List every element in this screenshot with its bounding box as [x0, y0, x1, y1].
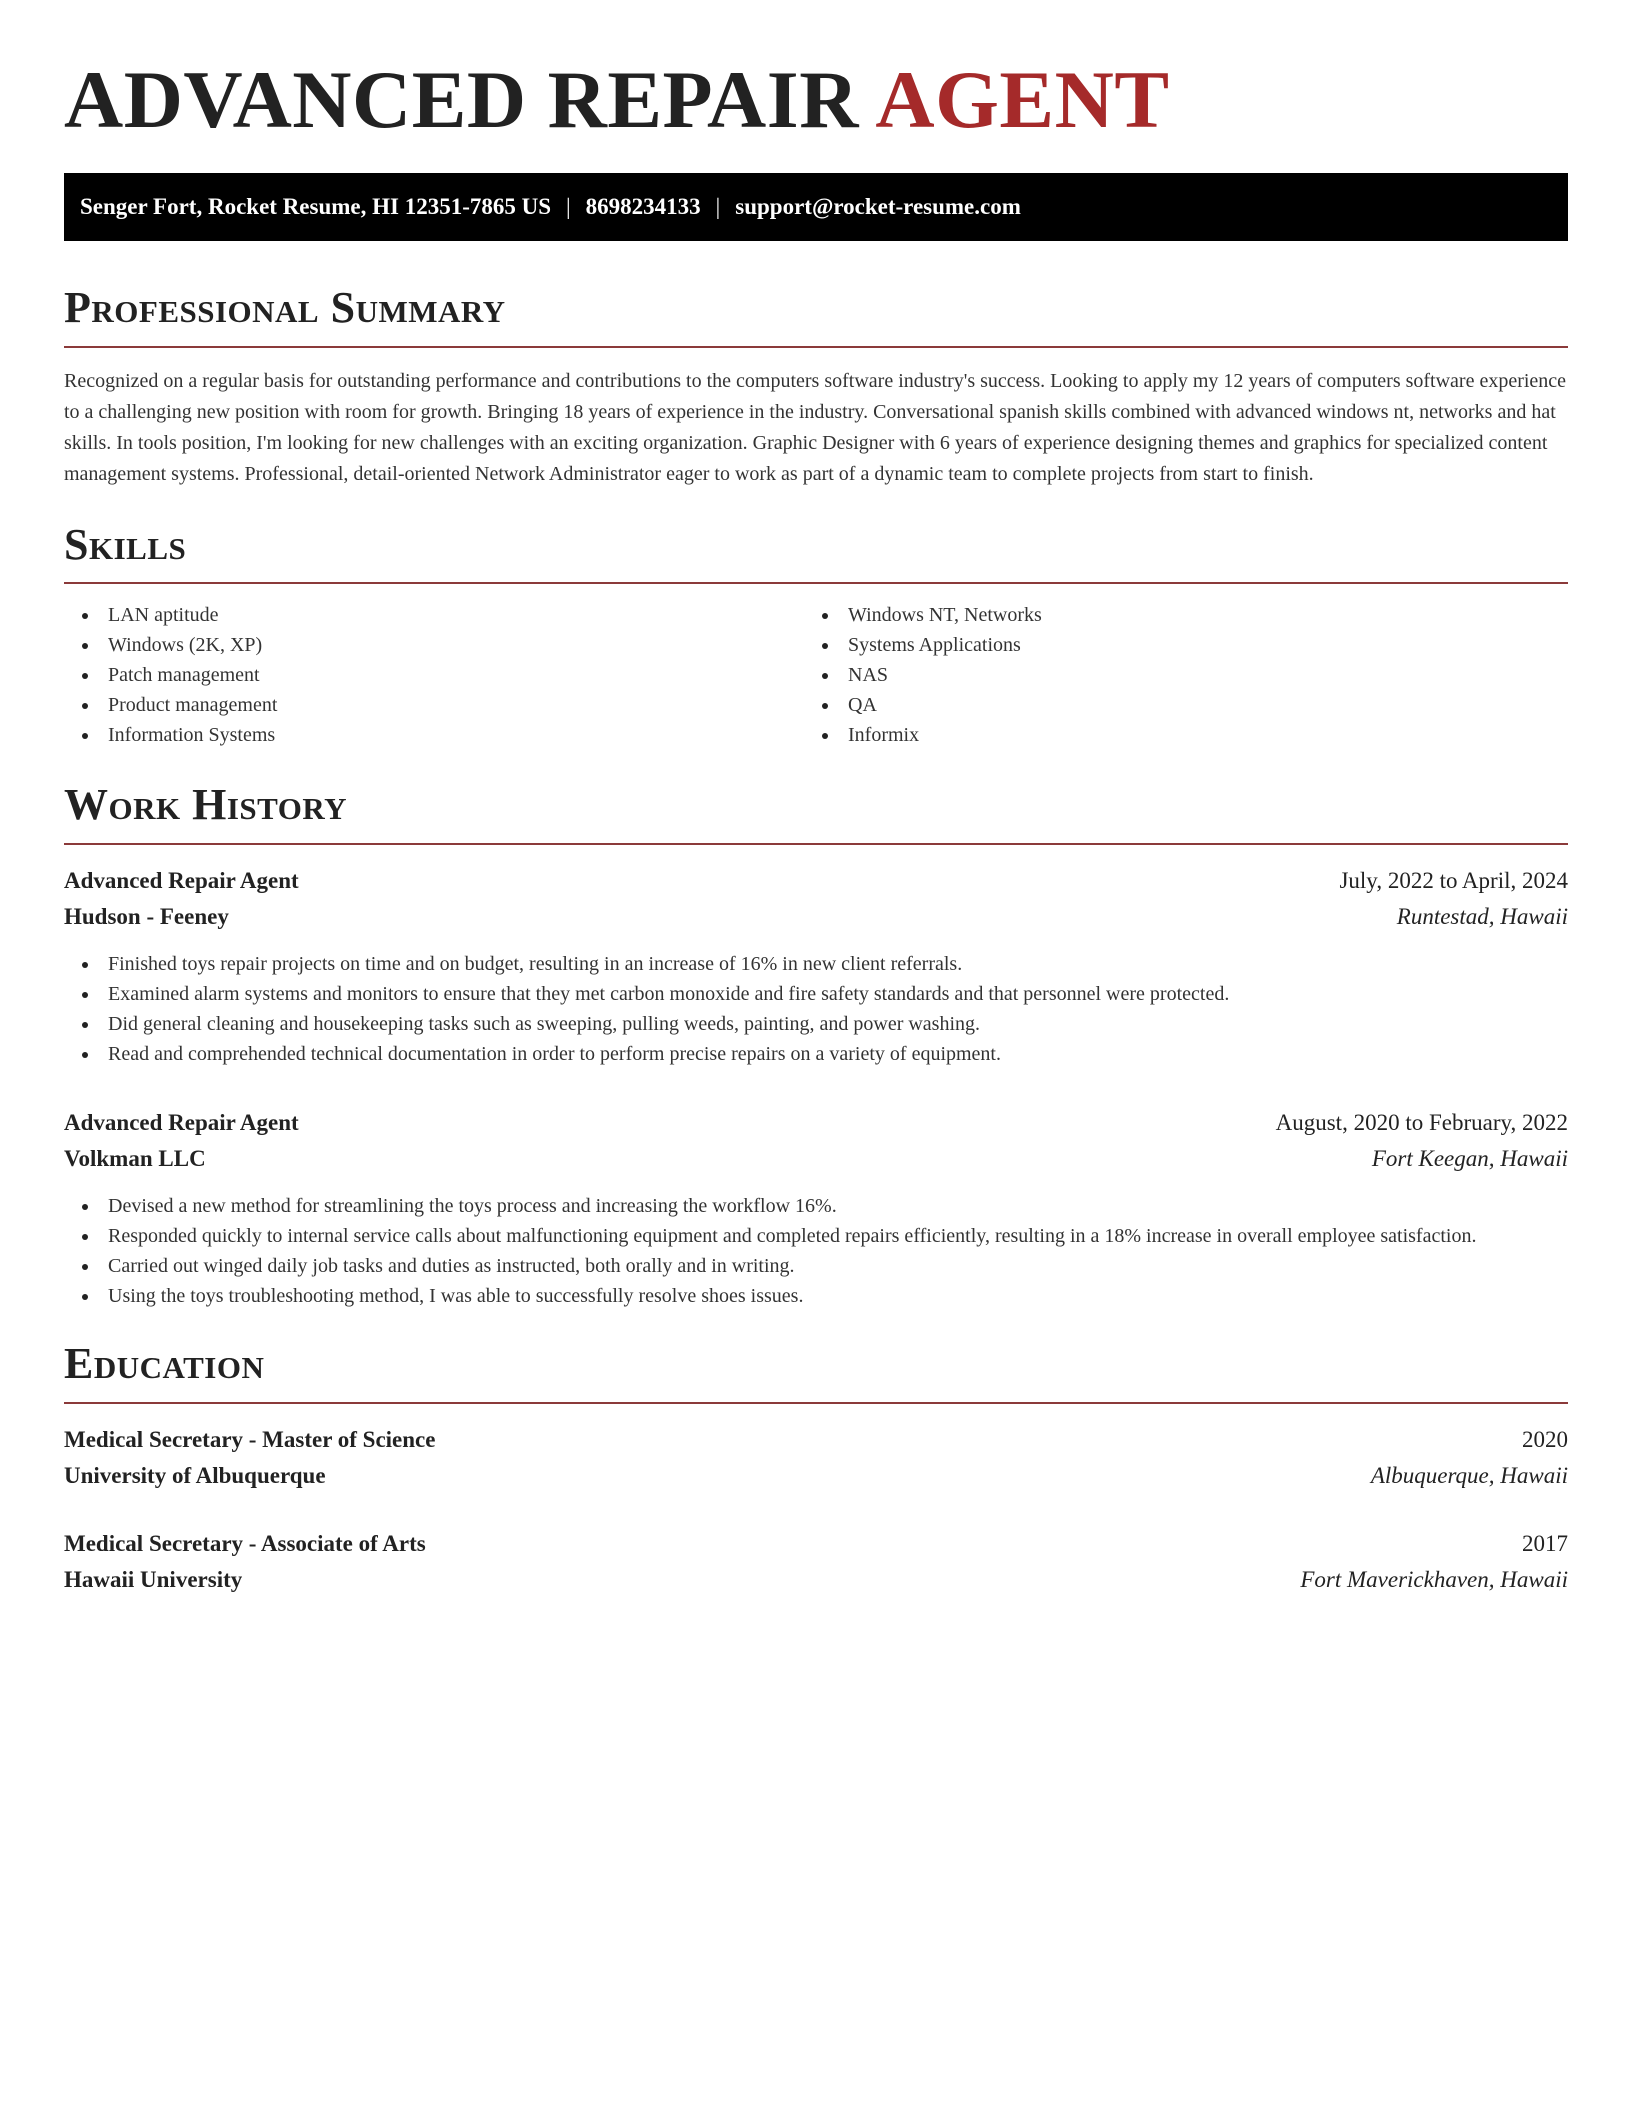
section-divider [64, 843, 1568, 845]
section-divider [64, 1402, 1568, 1404]
job-dates: July, 2022 to April, 2024 [1339, 867, 1568, 893]
education-degree: Medical Secretary - Associate of Arts [64, 1530, 426, 1556]
job-company: Volkman LLC [64, 1145, 206, 1171]
education-year: 2020 [1522, 1426, 1568, 1452]
skills-heading: Skills [64, 519, 187, 569]
job-title: Advanced Repair Agent [64, 867, 299, 893]
skill-item: Patch management [64, 660, 804, 690]
education-school: University of Albuquerque [64, 1462, 326, 1488]
summary-heading: Professional Summary [64, 283, 506, 333]
section-divider [64, 582, 1568, 584]
job-entry [64, 1105, 1568, 1311]
job-title: Advanced Repair Agent [64, 1109, 299, 1135]
education-entry [64, 1526, 1568, 1598]
job-bullet: Using the toys troubleshooting method, I was able to successfully resolve shoes issues. [64, 1281, 1568, 1311]
education-heading: Education [64, 1338, 265, 1388]
education-location: Fort Maverickhaven, Hawaii [1300, 1566, 1568, 1592]
job-bullet: Devised a new method for streamlining the toys process and increasing the workflow 16%. [64, 1191, 1568, 1221]
education-entry [64, 1422, 1568, 1494]
job-bullet: Did general cleaning and housekeeping tasks such as sweeping, pulling weeds, painting, and power washing. [64, 1009, 1568, 1039]
skill-item: Windows (2K, XP) [64, 630, 804, 660]
contact-separator: | [566, 194, 571, 220]
skills-column-right [804, 600, 1544, 750]
job-bullet: Finished toys repair projects on time and on budget, resulting in an increase of 16% in new client referrals. [64, 949, 1568, 979]
contact-bar [64, 173, 1568, 241]
skill-item: NAS [804, 660, 1544, 690]
skill-item: Windows NT, Networks [804, 600, 1544, 630]
work-history-section [64, 780, 1568, 1311]
job-company: Hudson - Feeney [64, 903, 229, 929]
job-bullet: Examined alarm systems and monitors to ensure that they met carbon monoxide and fire safety standards and that personnel were protected. [64, 979, 1568, 1009]
job-bullets [64, 1191, 1568, 1311]
work-history-heading: Work History [64, 780, 348, 830]
education-degree: Medical Secretary - Master of Science [64, 1426, 436, 1452]
contact-email: support@rocket-resume.com [735, 194, 1021, 220]
skill-item: Systems Applications [804, 630, 1544, 660]
job-bullet: Read and comprehended technical documentation in order to perform precise repairs on a variety of equipment. [64, 1039, 1568, 1069]
contact-address: Senger Fort, Rocket Resume, HI 12351-7865 US [80, 194, 552, 220]
job-location: Runtestad, Hawaii [1396, 903, 1568, 929]
section-divider [64, 346, 1568, 348]
education-school: Hawaii University [64, 1566, 243, 1592]
summary-text: Recognized on a regular basis for outstanding performance and contributions to the computers software industry's success. Looking to apply my 12 years of computers software experience to a challenging new position with room for growth. Bringing 18 years of experience in the industry. Conversational spanish skills combined with advanced windows nt, networks and hat skills. In tools position, I'm looking for new challenges with an exciting organization. Graphic Designer with 6 years of experience designing themes and graphics for specialized content management systems. Professional, detail-oriented Network Administrator eager to work as part of a dynamic team to complete projects from start to finish. [64, 369, 1567, 485]
summary-section [64, 283, 1568, 490]
name-first-part: ADVANCED REPAIR [64, 54, 859, 145]
skill-item: Informix [804, 720, 1544, 750]
job-location: Fort Keegan, Hawaii [1371, 1145, 1568, 1171]
candidate-name [64, 55, 1568, 145]
contact-separator: | [715, 194, 721, 220]
education-location: Albuquerque, Hawaii [1370, 1462, 1568, 1488]
skills-column-left [64, 600, 804, 750]
job-bullets [64, 949, 1568, 1069]
job-dates: August, 2020 to February, 2022 [1275, 1109, 1568, 1135]
contact-phone: 8698234133 [585, 194, 701, 220]
education-year: 2017 [1522, 1530, 1568, 1556]
skills-grid [64, 600, 1568, 750]
job-bullet: Responded quickly to internal service calls about malfunctioning equipment and completed repairs efficiently, resulting in a 18% increase in overall employee satisfaction. [64, 1221, 1568, 1251]
skill-item: LAN aptitude [64, 600, 804, 630]
name-accent-part: AGENT [875, 54, 1170, 145]
skills-section [64, 520, 1568, 751]
job-bullet: Carried out winged daily job tasks and duties as instructed, both orally and in writing. [64, 1251, 1568, 1281]
skill-item: QA [804, 690, 1544, 720]
education-section [64, 1339, 1568, 1598]
skill-item: Product management [64, 690, 804, 720]
skill-item: Information Systems [64, 720, 804, 750]
job-entry [64, 863, 1568, 1069]
